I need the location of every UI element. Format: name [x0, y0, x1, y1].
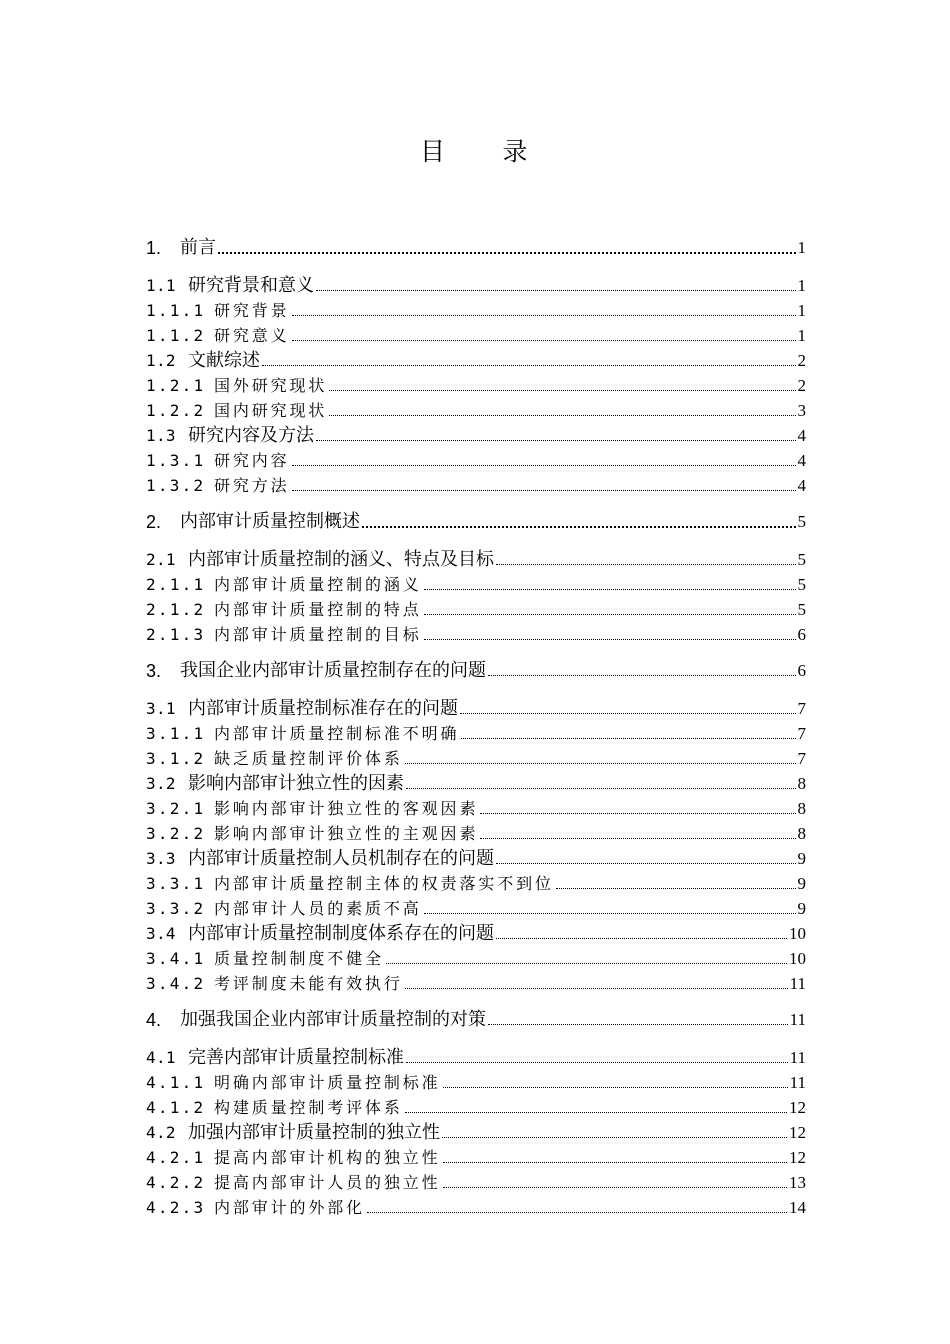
toc-dot-leader: [406, 788, 796, 789]
toc-dot-leader: [292, 490, 796, 491]
toc-dot-leader: [405, 763, 796, 764]
toc-entry-number: 1.2.1: [146, 376, 206, 395]
toc-entry-title: 国外研究现状: [214, 376, 328, 395]
toc-entry-title: 研究背景和意义: [188, 275, 314, 296]
toc-entry-number: 1.: [146, 238, 162, 258]
toc-entry[interactable]: [146, 573, 806, 597]
toc-entry[interactable]: [146, 374, 806, 398]
toc-entry-page-number: 11: [789, 1048, 806, 1067]
toc-dot-leader: [443, 1087, 788, 1088]
toc-dot-leader: [443, 1162, 787, 1163]
toc-entry-page-number: 1: [797, 276, 806, 295]
toc-dot-leader: [406, 1062, 788, 1063]
toc-entry-title: 内部审计人员的素质不高: [214, 899, 422, 918]
toc-entry[interactable]: [146, 1071, 806, 1095]
toc-entry-page-number: 2: [797, 351, 806, 370]
toc-entry-page-number: 12: [789, 1148, 806, 1167]
toc-entry-page-number: 1: [797, 326, 806, 345]
toc-entry[interactable]: [146, 1196, 806, 1220]
toc-entry-number: 2.1.1: [146, 575, 206, 594]
toc-entry[interactable]: [146, 510, 806, 534]
toc-entry-number: 3.4.2: [146, 974, 206, 993]
toc-dot-leader: [292, 465, 796, 466]
toc-entry-title: 影响内部审计独立性的因素: [188, 773, 404, 794]
toc-entry[interactable]: [146, 822, 806, 846]
toc-dot-leader: [424, 589, 796, 590]
toc-entry-number: 4.2.3: [146, 1198, 206, 1217]
toc-entry-page-number: 4: [797, 451, 806, 470]
toc-entry-title: 我国企业内部审计质量控制存在的问题: [180, 660, 486, 681]
toc-entry-page-number: 1: [797, 301, 806, 320]
toc-entry-title: 内部审计质量控制的目标: [214, 625, 422, 644]
toc-entry-title: 内部审计质量控制的涵义: [214, 575, 422, 594]
toc-entry[interactable]: [146, 922, 806, 946]
toc-entry-number: 4.1.2: [146, 1098, 206, 1117]
toc-entry[interactable]: [146, 797, 806, 821]
toc-entry-page-number: 5: [797, 550, 806, 569]
toc-entry[interactable]: [146, 548, 806, 572]
toc-entry[interactable]: [146, 598, 806, 622]
toc-dot-leader: [443, 1187, 787, 1188]
toc-entry-number: 3.4.1: [146, 949, 206, 968]
toc-entry-page-number: 1: [797, 238, 806, 257]
toc-dot-leader: [496, 863, 796, 864]
toc-entry-page-number: 5: [797, 600, 806, 619]
toc-dot-leader: [386, 963, 787, 964]
toc-dot-leader: [496, 564, 796, 565]
toc-entry-page-number: 6: [797, 625, 806, 644]
toc-entry-number: 3.1.2: [146, 749, 206, 768]
toc-dot-leader: [316, 290, 796, 291]
toc-entry-page-number: 10: [789, 924, 806, 943]
toc-entry[interactable]: [146, 847, 806, 871]
toc-entry-page-number: 4: [797, 476, 806, 495]
toc-entry[interactable]: [146, 772, 806, 796]
toc-entry-number: 2.1.2: [146, 600, 206, 619]
toc-entry-number: 3.2: [146, 774, 176, 793]
toc-entry[interactable]: [146, 449, 806, 473]
toc-entry-number: 3.4: [146, 924, 176, 943]
toc-entry-title: 完善内部审计质量控制标准: [188, 1047, 404, 1068]
toc-dot-leader: [262, 365, 796, 366]
toc-entry-page-number: 7: [797, 749, 806, 768]
toc-entry[interactable]: [146, 1008, 806, 1032]
toc-dot-leader: [405, 988, 788, 989]
toc-entry[interactable]: [146, 299, 806, 323]
toc-dot-leader: [292, 315, 796, 316]
toc-dot-leader: [556, 888, 796, 889]
toc-entry-title: 影响内部审计独立性的客观因素: [214, 799, 479, 818]
toc-entry[interactable]: [146, 872, 806, 896]
toc-entry[interactable]: [146, 747, 806, 771]
toc-entry-title: 提高内部审计机构的独立性: [214, 1148, 441, 1167]
toc-entry-page-number: 8: [797, 799, 806, 818]
toc-entry-page-number: 5: [797, 575, 806, 594]
toc-entry-page-number: 11: [789, 1010, 806, 1029]
toc-entry-number: 1.1: [146, 276, 176, 295]
toc-entry-title: 加强我国企业内部审计质量控制的对策: [180, 1009, 486, 1030]
toc-entry-page-number: 4: [797, 426, 806, 445]
toc-entry-page-number: 2: [797, 376, 806, 395]
page-title: 目 录: [419, 137, 530, 166]
toc-entry-number: 4.: [146, 1010, 162, 1030]
toc-entry[interactable]: [146, 659, 806, 683]
toc-entry[interactable]: [146, 697, 806, 721]
toc-entry-title: 内部审计的外部化: [214, 1198, 366, 1217]
toc-entry[interactable]: [146, 324, 806, 348]
toc-entry[interactable]: [146, 1121, 806, 1145]
toc-dot-leader: [329, 415, 795, 416]
toc-entry-number: 3.: [146, 661, 162, 681]
toc-entry[interactable]: [146, 1171, 806, 1195]
toc-entry-number: 4.1.1: [146, 1073, 206, 1092]
toc-entry-title: 文献综述: [188, 350, 260, 371]
toc-dot-leader: [442, 1137, 787, 1138]
toc-dot-leader: [362, 526, 796, 528]
toc-dot-leader: [424, 913, 796, 914]
toc-entry[interactable]: [146, 236, 806, 260]
toc-dot-leader: [316, 440, 796, 441]
toc-dot-leader: [460, 713, 796, 714]
toc-entry[interactable]: [146, 972, 806, 996]
toc-dot-leader: [461, 738, 795, 739]
toc-entry-title: 前言: [180, 237, 216, 258]
toc-entry-page-number: 8: [797, 774, 806, 793]
toc-entry-number: 3.3.2: [146, 899, 206, 918]
toc-entry-page-number: 11: [789, 1073, 806, 1092]
toc-entry-page-number: 6: [797, 661, 806, 680]
toc-entry-number: 3.1: [146, 699, 176, 718]
toc-entry-title: 缺乏质量控制评价体系: [214, 749, 403, 768]
toc-entry-title: 影响内部审计独立性的主观因素: [214, 824, 479, 843]
toc-entry[interactable]: [146, 474, 806, 498]
toc-entry-title: 内部审计质量控制制度体系存在的问题: [188, 923, 494, 944]
toc-entry-number: 1.3.1: [146, 451, 206, 470]
toc-dot-leader: [488, 1024, 788, 1025]
toc-entry[interactable]: [146, 1046, 806, 1070]
toc-dot-leader: [480, 838, 795, 839]
toc-entry-title: 内部审计质量控制标准不明确: [214, 724, 460, 743]
toc-entry-title: 研究意义: [214, 326, 290, 345]
toc-entry-page-number: 7: [797, 724, 806, 743]
toc-entry-page-number: 9: [797, 874, 806, 893]
toc-entry-page-number: 7: [797, 699, 806, 718]
toc-entry-page-number: 11: [789, 974, 806, 993]
toc-entry-number: 1.1.1: [146, 301, 206, 320]
toc-entry[interactable]: [146, 897, 806, 921]
toc-entry-number: 1.1.2: [146, 326, 206, 345]
toc-entry-page-number: 12: [789, 1098, 806, 1117]
toc-entry-title: 构建质量控制考评体系: [214, 1098, 403, 1117]
toc-entry[interactable]: [146, 349, 806, 373]
toc-entry-title: 研究内容及方法: [188, 425, 314, 446]
toc-dot-leader: [488, 675, 796, 676]
toc-entry-page-number: 14: [789, 1198, 806, 1217]
toc-entry-page-number: 9: [797, 899, 806, 918]
toc-entry-number: 1.3.2: [146, 476, 206, 495]
toc-entry-title: 内部审计质量控制概述: [180, 511, 360, 532]
toc-entry-number: 4.1: [146, 1048, 176, 1067]
toc-entry-title: 考评制度未能有效执行: [214, 974, 403, 993]
toc-entry-page-number: 13: [789, 1173, 806, 1192]
toc-entry-number: 3.3: [146, 849, 176, 868]
toc-entry-number: 2.: [146, 512, 162, 532]
toc-entry-number: 1.2.2: [146, 401, 206, 420]
toc-entry-page-number: 9: [797, 849, 806, 868]
toc-entry-title: 内部审计质量控制标准存在的问题: [188, 698, 458, 719]
toc-entry-number: 1.2: [146, 351, 176, 370]
toc-entry-title: 质量控制制度不健全: [214, 949, 384, 968]
toc-entry-number: 4.2: [146, 1123, 176, 1142]
toc-entry-page-number: 10: [789, 949, 806, 968]
toc-entry-title: 国内研究现状: [214, 401, 328, 420]
toc-dot-leader: [405, 1112, 787, 1113]
toc-entry-number: 3.2.1: [146, 799, 206, 818]
toc-entry[interactable]: [146, 623, 806, 647]
toc-entry[interactable]: [146, 947, 806, 971]
toc-entry[interactable]: [146, 274, 806, 298]
toc-entry-page-number: 12: [789, 1123, 806, 1142]
toc-entry-title: 内部审计质量控制的特点: [214, 600, 422, 619]
toc-entry-page-number: 8: [797, 824, 806, 843]
toc-dot-leader: [218, 252, 796, 254]
toc-entry-title: 加强内部审计质量控制的独立性: [188, 1122, 440, 1143]
toc-dot-leader: [292, 340, 796, 341]
toc-entry-number: 3.2.2: [146, 824, 206, 843]
toc-entry-number: 2.1: [146, 550, 176, 569]
toc-entry-title: 内部审计质量控制主体的权责落实不到位: [214, 874, 554, 893]
toc-entry-title: 内部审计质量控制的涵义、特点及目标: [188, 549, 494, 570]
toc-entry-title: 研究内容: [214, 451, 290, 470]
toc-entry-number: 4.2.2: [146, 1173, 206, 1192]
toc-entry-number: 1.3: [146, 426, 176, 445]
toc-entry-page-number: 3: [797, 401, 806, 420]
toc-entry-number: 2.1.3: [146, 625, 206, 644]
toc-dot-leader: [424, 614, 796, 615]
toc-dot-leader: [496, 938, 787, 939]
toc-dot-leader: [329, 390, 795, 391]
toc-entry[interactable]: [146, 1096, 806, 1120]
toc-dot-leader: [424, 639, 796, 640]
toc-entry[interactable]: [146, 399, 806, 423]
toc-entry-number: 3.1.1: [146, 724, 206, 743]
toc-entry[interactable]: [146, 722, 806, 746]
toc-entry-title: 明确内部审计质量控制标准: [214, 1073, 441, 1092]
toc-dot-leader: [367, 1212, 787, 1213]
toc-entry[interactable]: [146, 1146, 806, 1170]
toc-entry-page-number: 5: [797, 512, 806, 531]
toc-entry-title: 内部审计质量控制人员机制存在的问题: [188, 848, 494, 869]
toc-entry-title: 研究背景: [214, 301, 290, 320]
toc-entry-number: 4.2.1: [146, 1148, 206, 1167]
toc-entry-title: 提高内部审计人员的独立性: [214, 1173, 441, 1192]
toc-entry[interactable]: [146, 424, 806, 448]
toc-dot-leader: [480, 813, 795, 814]
toc-entry-number: 3.3.1: [146, 874, 206, 893]
toc-entry-title: 研究方法: [214, 476, 290, 495]
